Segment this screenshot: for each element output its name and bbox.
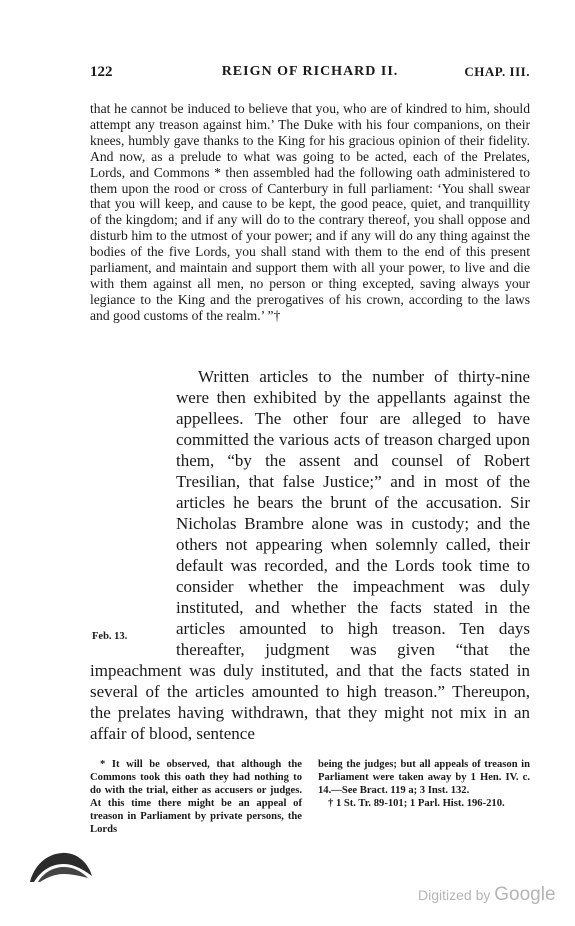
footnotes — [90, 758, 530, 836]
watermark-brand: Google — [494, 884, 556, 905]
page-number: 122 — [90, 64, 113, 80]
footnote-column-left — [90, 758, 302, 836]
running-header — [90, 64, 530, 84]
chapter-label: CHAP. III. — [464, 64, 530, 79]
running-title: REIGN OF RICHARD II. — [221, 64, 399, 79]
digitized-watermark — [418, 884, 556, 906]
margin-date-note: Feb. 13. — [92, 631, 128, 642]
footnote-column-right — [318, 758, 530, 836]
footnote-asterisk: * It will be observed, that although the Commons took this oath they had nothing to do with the trial, either as accusers or judges. At this time there might be an appeal of treason in Parliament by private persons, the Lords — [90, 759, 302, 835]
footnote-asterisk-continued: being the judges; but all appeals of treason in Parliament were taken away by 1 Hen. IV. c. 14.—See Bract. 119 a; 3 Inst. 132. — [318, 759, 530, 796]
thumb-shadow-mark — [28, 848, 94, 884]
quoted-passage — [90, 101, 530, 324]
footnote-dagger: † 1 St. Tr. 89-101; 1 Parl. Hist. 196-210. — [328, 798, 505, 809]
quote-paragraph: that he cannot be induced to believe that you, who are of kindred to him, should attempt any treason against him.’ The Duke with his four companions, on their knees, humbly gave thanks to the King for his gracious opinion of their fidelity. And now, as a prelude to what was going to be acted, each of the Prelates, Lords, and Commons * then assembled had the following oath administered to them upon the rood or cross of Canterbury in full parliament: ‘You shall swear that you will keep, and cause to be kept, the good peace, quiet, and tranquillity of the kingdom; and if any will do to the contrary thereof, you shall oppose and disturb him to the utmost of your power; and if any will do any thing against the bodies of the five Lords, you shall stand with them to the end of this present parliament, and maintain and support them with all your power, to live and die with them against all men, no person or thing excepted, saving always your legiance to the King and the prerogatives of his crown, according to the laws and good customs of the realm.’ ”† — [90, 101, 530, 323]
watermark-prefix: Digitized by — [418, 887, 491, 903]
body-text — [90, 366, 530, 744]
body-paragraph: Written articles to the number of thirty-nine were then exhibited by the appellants against the appellees. The other four are alleged to have committed the various acts of treason charged upon them, “by the assent and counsel of Robert Tresilian, that false Justice;” and in most of the articles he bears the brunt of the accusation. Sir Nicholas Brambre alone was in custody; and the others not appearing when solemnly called, their default was recorded, and the Lords took time to consider whether the impeachment was duly instituted, and whether the facts stated in the articles amounted to high treason. Ten days thereafter, judgment was given “that the impeachment was duly instituted, and that the facts stated in several of the articles amounted to high treason.” Thereupon, the prelates having withdrawn, that they might not mix in an affair of blood, sentence — [90, 367, 530, 743]
